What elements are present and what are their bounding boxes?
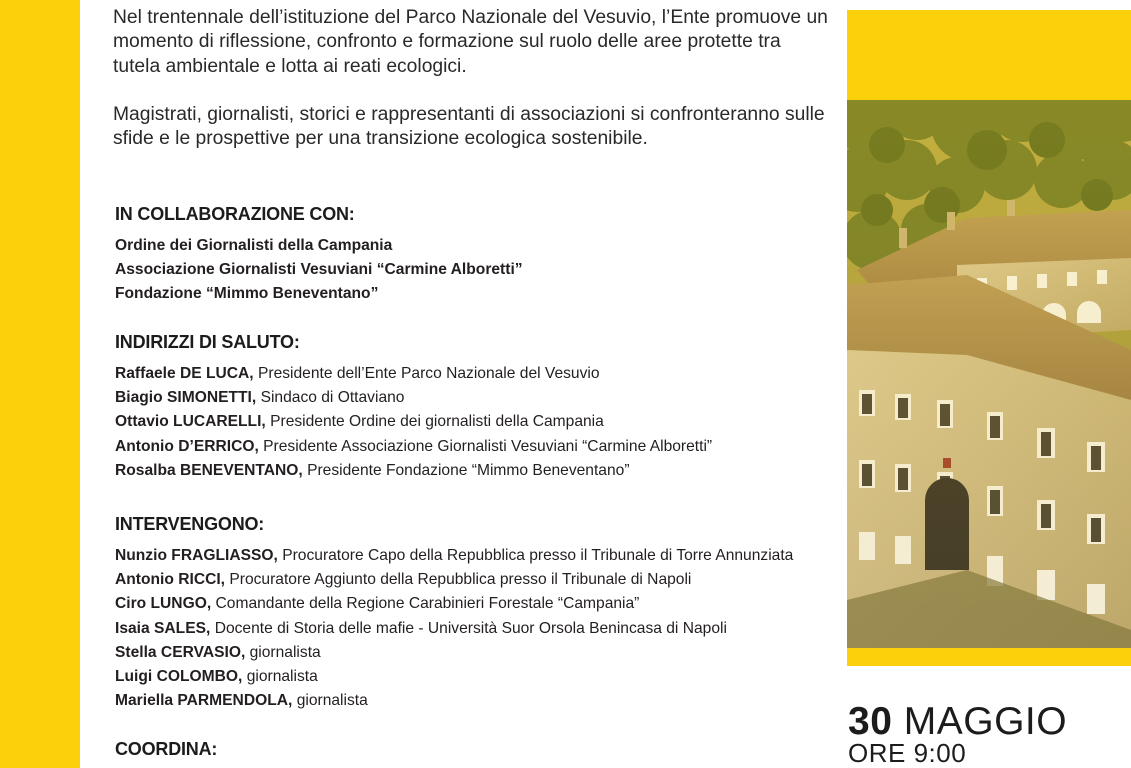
- speaker-name: Ciro LUNGO,: [115, 595, 212, 613]
- speaker-name: Biagio SIMONETTI,: [115, 389, 257, 407]
- collaboration-section: [115, 203, 835, 307]
- speaker-name: Nunzio FRAGLIASSO,: [115, 547, 278, 564]
- left-accent-bar: [0, 0, 80, 768]
- intro-paragraph-2: Magistrati, giornalisti, storici e rappresentanti di associazioni si confronteranno sulle sfide e le prospettive per una transizione ecologica sostenibile.: [113, 103, 825, 150]
- speaker-name: Stella CERVASIO,: [115, 643, 246, 661]
- speaker-role: giornalista: [249, 643, 321, 661]
- speaker-line: [115, 641, 835, 665]
- speakers-heading: INTERVENGONO:: [115, 514, 265, 534]
- speaker-line: [115, 459, 835, 483]
- speaker-name: Isaia SALES,: [115, 619, 211, 637]
- speaker-line: [115, 665, 835, 689]
- speakers-list: [115, 544, 835, 713]
- event-day: 30: [848, 700, 893, 743]
- palace-illustration: [847, 100, 1131, 648]
- coordinator-heading: COORDINA:: [115, 739, 218, 759]
- collaborator-item: Ordine dei Giornalisti della Campania: [115, 237, 393, 254]
- speaker-name: Raffaele DE LUCA,: [115, 365, 254, 382]
- speaker-line: [115, 410, 835, 434]
- speaker-name: Antonio RICCI,: [115, 571, 226, 589]
- speaker-role: Presidente Fondazione “Mimmo Beneventano”: [307, 461, 630, 479]
- speaker-line: [115, 544, 835, 568]
- speaker-name: Luigi COLOMBO,: [115, 668, 243, 686]
- intro-paragraph-1: Nel trentennale dell’istituzione del Parco Nazionale del Vesuvio, l’Ente promuove un momento di riflessione, confronto e formazione sul ruolo delle aree protette tra tutela ambientale e lotta ai reati ecologici.: [113, 7, 828, 77]
- speaker-role: Comandante della Regione Carabinieri Forestale “Campania”: [215, 595, 640, 613]
- palace-photo: [847, 100, 1131, 648]
- collaborator-item: Fondazione “Mimmo Beneventano”: [115, 285, 379, 303]
- greetings-list: [115, 362, 835, 483]
- speaker-role: giornalista: [296, 692, 368, 710]
- speaker-line: [115, 568, 835, 592]
- speaker-name: Ottavio LUCARELLI,: [115, 413, 266, 431]
- speaker-line: [115, 689, 835, 713]
- speaker-role: giornalista: [246, 668, 318, 686]
- greetings-section: [115, 331, 835, 483]
- speaker-role: Sindaco di Ottaviano: [260, 389, 405, 407]
- speaker-role: Docente di Storia delle mafie - Università Suor Orsola Benincasa di Napoli: [214, 619, 727, 637]
- collaborator-item: Associazione Giornalisti Vesuviani “Carmine Alboretti”: [115, 261, 523, 279]
- collaboration-heading: IN COLLABORAZIONE CON:: [115, 204, 355, 224]
- speaker-line: [115, 386, 835, 410]
- photo-panel: [847, 10, 1131, 666]
- speaker-name: Mariella PARMENDOLA,: [115, 692, 293, 710]
- speaker-role: Procuratore Capo della Repubblica presso il Tribunale di Torre Annunziata: [282, 547, 794, 564]
- greetings-heading: INDIRIZZI DI SALUTO:: [115, 332, 300, 352]
- speaker-line: [115, 362, 835, 386]
- speaker-role: Procuratore Aggiunto della Repubblica presso il Tribunale di Napoli: [229, 571, 692, 589]
- speakers-section: [115, 513, 835, 713]
- speaker-role: Presidente Associazione Giornalisti Vesuviani “Carmine Alboretti”: [263, 437, 713, 455]
- intro-text: [113, 6, 833, 151]
- speaker-role: Presidente dell’Ente Parco Nazionale del Vesuvio: [257, 365, 600, 382]
- speaker-name: Rosalba BENEVENTANO,: [115, 461, 303, 479]
- collaboration-list: [115, 234, 835, 307]
- speaker-name: Antonio D’ERRICO,: [115, 437, 259, 455]
- speaker-role: Presidente Ordine dei giornalisti della Campania: [270, 413, 604, 431]
- event-month: MAGGIO: [903, 700, 1068, 743]
- speaker-line: [115, 617, 835, 641]
- speaker-line: [115, 592, 835, 616]
- event-time: ORE 9:00: [848, 738, 967, 768]
- coordinator-section: [115, 738, 835, 760]
- speaker-line: [115, 435, 835, 459]
